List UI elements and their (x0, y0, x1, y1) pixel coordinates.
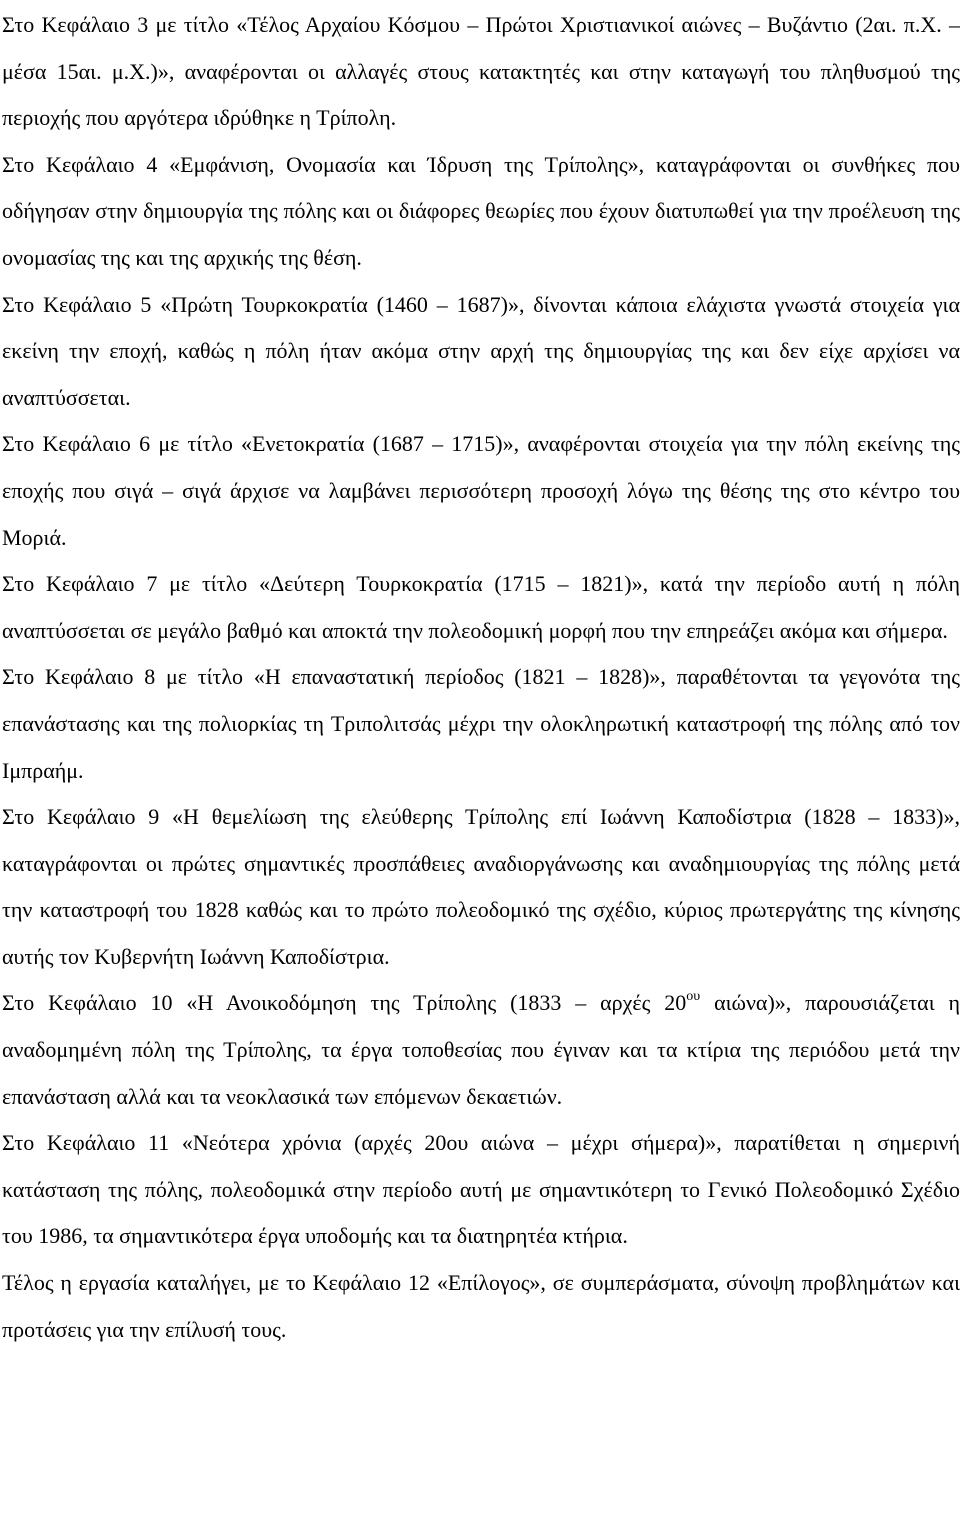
paragraph-chapter-4: Στο Κεφάλαιο 4 «Εμφάνιση, Ονομασία και Ίδρυση της Τρίπολης», καταγράφονται οι συνθήκες που οδήγησαν στην δημιουργία της πόλης και οι διάφορες θεωρίες που έχουν διατυπωθεί για την προέλευση της ονομασίας της και της αρχικής της θέση. (2, 151, 960, 270)
paragraph-chapter-11: Στο Κεφάλαιο 11 «Νεότερα χρόνια (αρχές 20ου αιώνα – μέχρι σήμερα)», παρατίθεται η σημερινή κατάσταση της πόλης, πολεοδομικά στην περίοδο αυτή με σημαντικότερη το Γενικό Πολεοδομικό Σχέδιο του 1986, τα σημαντικότερα έργα υποδομής και τα διατηρητέα κτήρια. (2, 1130, 960, 1249)
chapter-10-superscript: ου (686, 989, 701, 1005)
chapter-10-text-end: αιώνα)», παρουσιάζεται η αναδομημένη πόλη της Τρίπολης, τα έργα τοποθεσίας που έγιναν και τα κτίρια της περιόδου μετά την επανάσταση αλλά και τα νεοκλασικά των επόμενων δεκαετιών. (2, 990, 960, 1109)
paragraph-chapter-7: Στο Κεφάλαιο 7 με τίτλο «Δεύτερη Τουρκοκρατία (1715 – 1821)», κατά την περίοδο αυτή η πόλη αναπτύσσεται σε μεγάλο βαθμό και αποκτά την πολεοδομική μορφή που την επηρεάζει ακόμα και σήμερα. (2, 571, 960, 643)
paragraph-conclusion: Τέλος η εργασία καταλήγει, με το Κεφάλαιο 12 «Επίλογος», σε συμπεράσματα, σύνοψη προβλημάτων και προτάσεις για την επίλυσή τους. (2, 1270, 960, 1342)
paragraph-chapter-5: Στο Κεφάλαιο 5 «Πρώτη Τουρκοκρατία (1460 – 1687)», δίνονται κάποια ελάχιστα γνωστά στοιχεία για εκείνη την εποχή, καθώς η πόλη ήταν ακόμα στην αρχή της δημιουργίας της και δεν είχε αρχίσει να αναπτύσσεται. (2, 291, 960, 410)
paragraph-chapter-3: Στο Κεφάλαιο 3 με τίτλο «Τέλος Αρχαίου Κόσμου – Πρώτοι Χριστιανικοί αιώνες – Βυζάντιο (2αι. π.Χ. – μέσα 15αι. μ.Χ.)», αναφέρονται οι αλλαγές στους κατακτητές και στην καταγωγή του πληθυσμού της περιοχής που αργότερα ιδρύθηκε η Τρίπολη. (2, 12, 960, 131)
paragraph-chapter-6: Στο Κεφάλαιο 6 με τίτλο «Ενετοκρατία (1687 – 1715)», αναφέρονται στοιχεία για την πόλη εκείνης της εποχής που σιγά – σιγά άρχισε να λαμβάνει περισσότερη προσοχή λόγω της θέσης της στο κέντρο του Μοριά. (2, 431, 960, 550)
chapter-10-text-start: Στο Κεφάλαιο 10 «Η Ανοικοδόμηση της Τρίπολης (1833 – αρχές 20 (2, 990, 687, 1016)
paragraph-chapter-8: Στο Κεφάλαιο 8 με τίτλο «Η επαναστατική περίοδος (1821 – 1828)», παραθέτονται τα γεγονότα της επανάστασης και της πολιορκίας τη Τριπολιτσάς μέχρι την ολοκληρωτική καταστροφή της πόλης από τον Ιμπραήμ. (2, 664, 960, 783)
paragraph-chapter-10 (2, 980, 960, 1120)
paragraph-chapter-9: Στο Κεφάλαιο 9 «Η θεμελίωση της ελεύθερης Τρίπολης επί Ιωάννη Καποδίστρια (1828 – 1833)», καταγράφονται οι πρώτες σημαντικές προσπάθειες αναδιοργάνωσης και αναδημιουργίας της πόλης μετά την καταστροφή του 1828 καθώς και το πρώτο πολεοδομικό της σχέδιο, κύριος πρωτεργάτης της κίνησης αυτής τον Κυβερνήτη Ιωάννη Καποδίστρια. (2, 804, 960, 969)
